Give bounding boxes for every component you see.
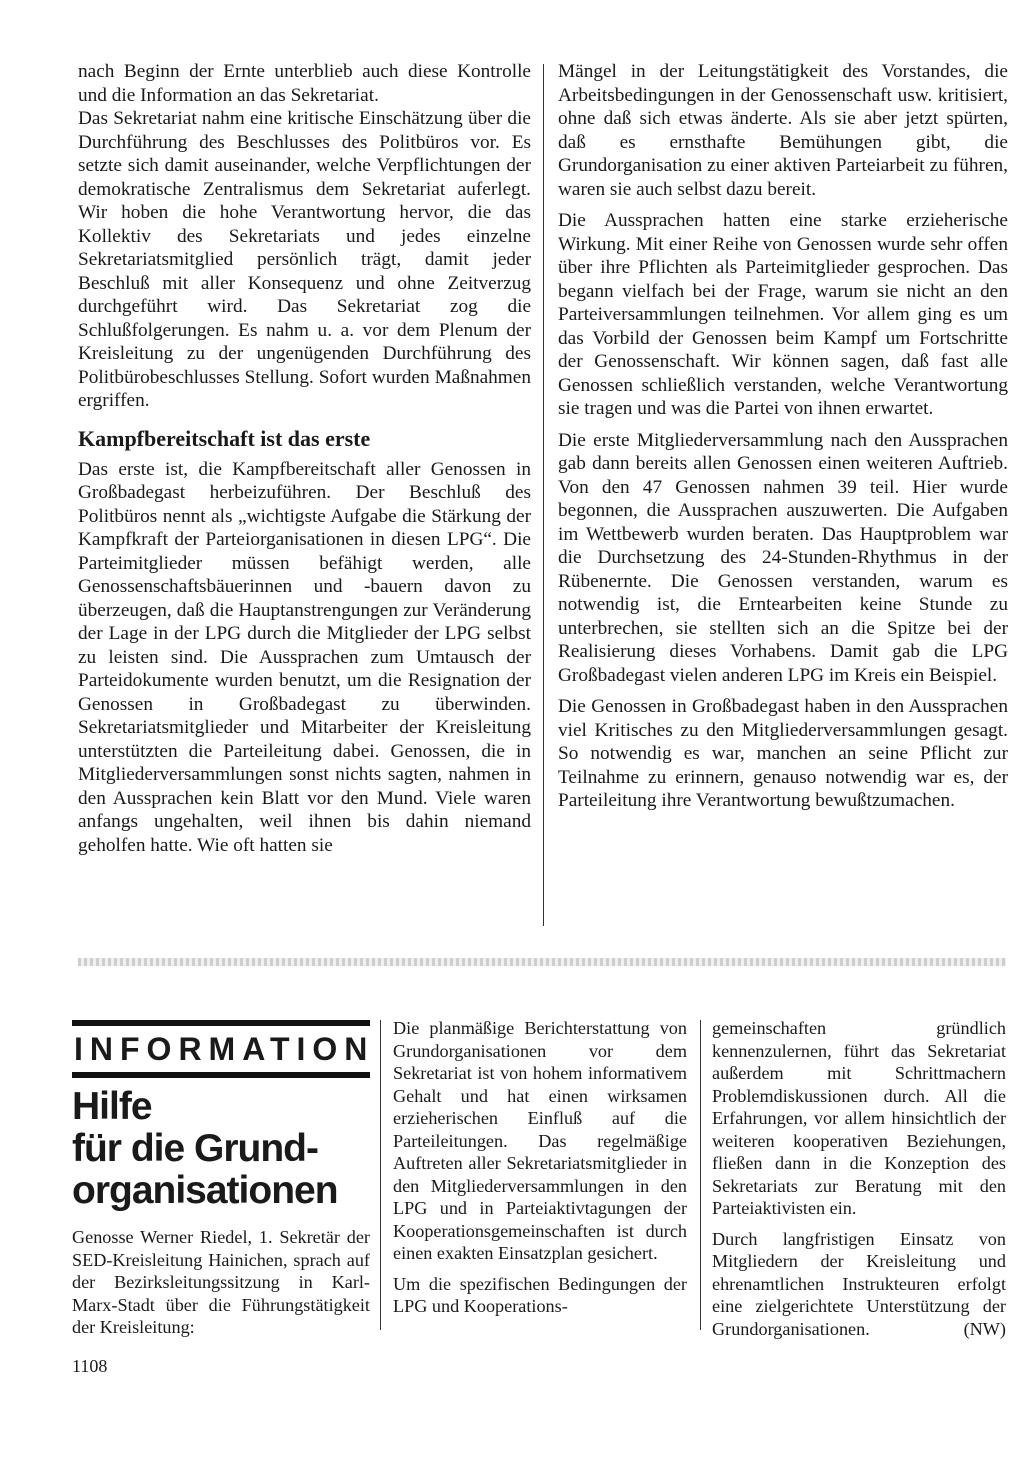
- section-divider: [78, 958, 1006, 966]
- information-column-right: [712, 1017, 1006, 1340]
- paragraph-text: Durch langfristigen Einsatz von Mitgliedern der Kreisleitung und ehrenamtlichen Instrukteuren erfolgt eine zielgerichtete Unterstützung der Grundorganisationen.: [712, 1228, 1006, 1339]
- paragraph: gemeinschaften gründlich kennenzulernen, führt das Sekretariat außerdem mit Schrittmachern Problemdiskussionen durch. All die Erfahrungen, vor allem hinsichtlich der weiteren kooperativen Beziehungen, fließen dann in die Konzeption des Sekretariats zur Beratung mit den Parteiaktivisten ein.: [712, 1018, 1006, 1218]
- paragraph: Das erste ist, die Kampfbereitschaft aller Genossen in Großbadegast herbeizuführen. Der Beschluß des Politbüros nennt als „wichtigste Aufgabe die Stärkung der Kampfkraft der Parteiorganisationen in diesen LPG“. Die Parteimitglieder müssen befähigt werden, alle Genossenschaftsbäuerinnen und -bauern davon zu überzeugen, daß die Hauptanstrengungen zur Veränderung der Lage in der LPG durch die Mitglieder der LPG selbst zu leisten sind. Die Aussprachen zum Umtausch der Parteidokumente wurden benutzt, um die Resignation der Genossen in Großbadegast zu überwinden. Sekretariatsmitglieder und Mitarbeiter der Kreisleitung unterstützten die Parteileitung dabei. Genossen, die in Mitgliederversammlungen sonst nichts sagten, nahmen in den Aussprachen kein Blatt vor den Mund. Viele waren anfangs ungehalten, weil ihnen bis dahin niemand geholfen hatte. Wie oft hatten sie: [78, 458, 531, 856]
- information-box: [72, 1020, 375, 1339]
- section-subheading: Kampfbereitschaft ist das erste: [78, 425, 371, 451]
- paragraph: Die erste Mitgliederversammlung nach den Aussprachen gab dann bereits allen Genossen einen weiteren Auftrieb. Von den 47 Genossen nahmen 39 teil. Hier wurde begonnen, die Aussprachen auszuwerten. Die Aufgaben im Wettbewerb wurden beraten. Das Hauptproblem war die Durchsetzung des 24-Stunden-Rhythmus in der Rübenernte. Die Genossen verstanden, warum es notwendig ist, die Erntearbeiten keine Stunde zu unterbrechen, sie stellten sich an die Spitze bei der Realisierung dieses Vorhabens. Damit gab die LPG Großbadegast vielen anderen LPG im Kreis ein Beispiel.: [558, 429, 1008, 686]
- column-divider: [543, 64, 544, 926]
- information-banner: INFORMATION: [72, 1020, 370, 1078]
- paragraph: nach Beginn der Ernte unterblieb auch diese Kontrolle und die Information an das Sekretariat.: [78, 61, 531, 106]
- information-intro: Genosse Werner Riedel, 1. Sekretär der SED-Kreisleitung Hainichen, sprach auf der Bezirksleitungssitzung in Karl-Marx-Stadt über die Führungstätigkeit der Kreisleitung:: [72, 1227, 370, 1337]
- paragraph: Mängel in der Leitungstätigkeit des Vorstandes, die Arbeitsbedingungen in der Genossenschaft usw. kritisiert, ohne daß sich etwas änderte. Als sie aber jetzt spürten, daß es ernsthafte Bemühungen gibt, die Grundorganisation zu einer aktiven Parteiarbeit zu führen, waren sie auch selbst dazu bereit.: [558, 61, 1008, 200]
- paragraph: Die Genossen in Großbadegast haben in den Aussprachen viel Kritisches zu den Mitgliederversammlungen gesagt. So notwendig es war, manchen an seine Pflicht zur Teilnahme zu erinnern, genauso notwendig war es, der Parteileitung ihre Verantwortung bewußtzumachen.: [558, 696, 1008, 811]
- column-divider: [700, 1020, 701, 1330]
- page-number: 1108: [72, 1356, 108, 1376]
- article-column-left: [78, 60, 531, 857]
- title-line: organisationen: [72, 1169, 338, 1212]
- information-column-middle: [393, 1017, 687, 1318]
- paragraph: Die Aussprachen hatten eine starke erzieherische Wirkung. Mit einer Reihe von Genossen wurde sehr offen über ihre Pflichten als Parteimitglieder gesprochen. Das begann vielfach bei der Frage, warum sie nicht an den Parteiversammlungen teilnehmen. Vor allem ging es um das Vorbild der Genossen beim Kampf um Fortschritte der Genossenschaft. Wir können sagen, daß fast alle Genossen schließlich verstanden, welche Verantwortung sie tragen und was die Partei von ihnen erwartet.: [558, 210, 1008, 419]
- paragraph: Das Sekretariat nahm eine kritische Einschätzung über die Durchführung des Beschlusses des Politbüros vor. Es setzte sich damit auseinander, welche Verpflichtungen der demokratische Zentralismus dem Sekretariat auferlegt. Wir hoben die hohe Verantwortung hervor, die das Kollektiv des Sekretariats und jedes einzelne Sekretariatsmitglied persönlich trägt, damit jeder Beschluß mit aller Konsequenz und ohne Zeitverzug durchgeführt wird. Das Sekretariat zog die Schlußfolgerungen. Es nahm u. a. vor dem Plenum der Kreisleitung zu der ungenügenden Durchführung des Politbürobeschlusses Stellung. Sofort wurden Maßnahmen ergriffen.: [78, 108, 531, 411]
- title-line: Hilfe: [72, 1085, 152, 1128]
- information-title: [72, 1086, 370, 1212]
- author-signature: (NW): [963, 1318, 1006, 1339]
- column-divider: [380, 1020, 381, 1330]
- paragraph: Die planmäßige Berichterstattung von Grundorganisationen vor dem Sekretariat ist von hohem informativem Gehalt und hat einen wirksamen erzieherischen Einfluß auf die Parteileitungen. Das regelmäßige Auftreten aller Sekretariatsmitglieder in den Mitgliederversammlungen in den LPG und in Parteiaktivtagungen der Kooperationsgemeinschaften ist durch einen exakten Einsatzplan gesichert.: [393, 1018, 687, 1263]
- paragraph: [712, 1228, 1006, 1341]
- article-column-right: [558, 60, 1008, 813]
- title-line: für die Grund-: [72, 1127, 318, 1170]
- paragraph: Um die spezifischen Bedingungen der LPG und Kooperations-: [393, 1273, 687, 1316]
